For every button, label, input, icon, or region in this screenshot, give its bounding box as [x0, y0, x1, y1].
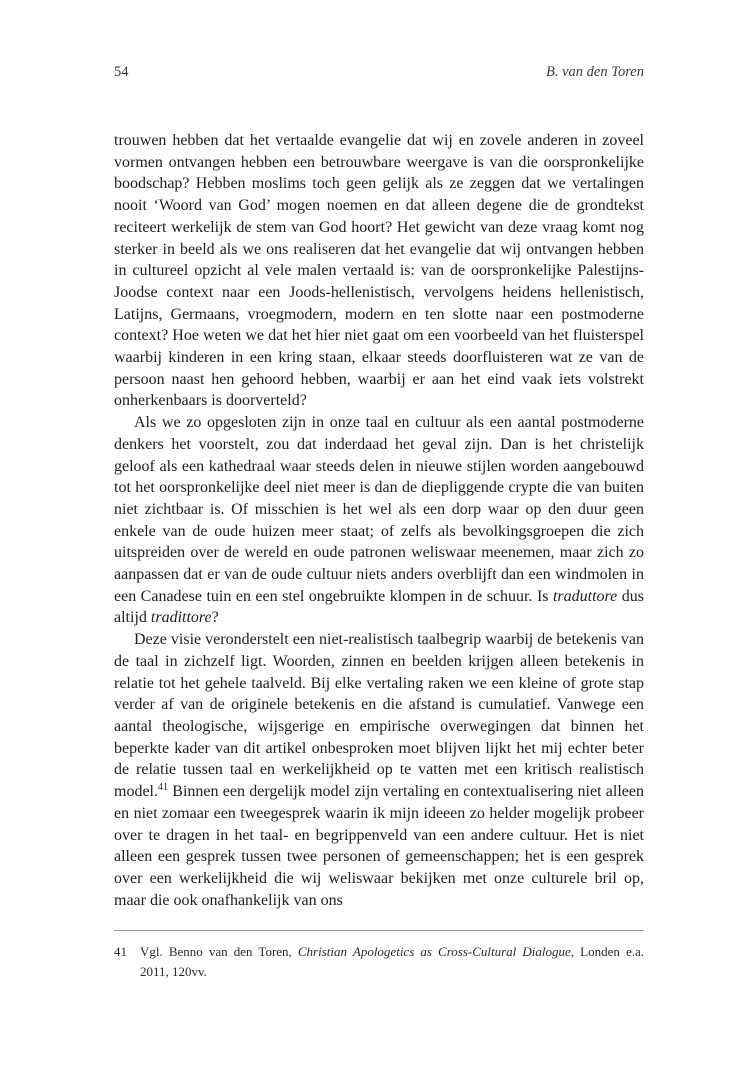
body-text [114, 130, 644, 911]
paragraph-2-text-after: ? [211, 609, 219, 627]
paragraph-2 [114, 412, 644, 629]
footnote [114, 942, 644, 982]
footnote-number: 41 [114, 944, 127, 959]
footnote-text-before: Vgl. Benno van den Toren, [140, 944, 298, 959]
paragraph-1: trouwen hebben dat het vertaalde evangelie dat wij en zovele anderen in zoveel vormen ontvangen hebben een betrouwbare weergave is van die oorspronkelijke boodschap? Hebben moslims toch geen gelijk als ze zeggen dat we vertalingen nooit ‘Woord van God’ mogen noemen en dat alleen degene die de grondtekst reciteert werkelijk de stem van God hoort? Het gewicht van deze vraag komt nog sterker in beeld als we ons realiseren dat het evangelie dat wij ontvangen hebben in cultureel opzicht al vele malen vertaald is: van de oorspronkelijke Palestijns-Joodse context naar een Joods-hellenistisch, vervolgens heidens hellenistisch, Latijns, Germaans, vroegmodern, modern en ten slotte naar een postmoderne context? Hoe weten we dat het hier niet gaat om een voorbeeld van het fluisterspel waarbij kinderen in een kring staan, elkaar steeds doorfluisteren wat ze van de persoon naast hen gehoord hebben, waarbij er aan het eind vaak iets volstrekt onherkenbaars is doorverteld? [114, 132, 644, 410]
running-head: B. van den Toren [545, 64, 644, 80]
paragraph-2-italic-term-1: traduttore [552, 587, 618, 605]
paragraph-3-text-before: Deze visie veronderstelt een niet-realistisch taalbegrip waarbij de betekenis van de taal in zichzelf ligt. Woorden, zinnen en beelden krijgen alleen betekenis in relatie tot het gehele taalveld. Bij elke vertaling raken we een kleine of grote stap verder af van de originele betekenis en die afstand is cumulatief. Vanwege een aantal theologische, wijsgerige en empirische overwegingen dat binnen het beperkte kader van dit artikel onbesproken moet blijven lijkt het mij echter beter de relatie tussen taal en werkelijkheid op te vatten met een kritisch realistisch model. [114, 631, 644, 801]
footnote-text-after: , Londen e.a. 2011, 120vv. [140, 944, 644, 979]
footnote-text [140, 942, 644, 982]
paragraph-3-text-after: Binnen een dergelijk model zijn vertaling en contextualisering niet alleen en niet zomaar een tweegesprek waarin ik mijn ideeen zo helder mogelijk probeer over te dragen in het taal- en begrippenveld van een andere cultuur. Het is niet alleen een gesprek tussen twee personen of gemeenschappen; het is een gesprek over een werkelijkheid die wij weliswaar bekijken met onze culturele bril op, maar die ook onafhankelijk van ons [114, 783, 644, 909]
page-number: 54 [114, 64, 129, 80]
paragraph-2-italic-term-2: tradittore [150, 609, 212, 627]
footnote-reference[interactable]: 41 [158, 782, 168, 794]
footnote-divider [114, 930, 644, 931]
footnote-book-title: Christian Apologetics as Cross-Cultural Dialogue [297, 944, 571, 959]
paragraph-2-text-middle: dus altijd [114, 587, 644, 627]
paragraph-3 [114, 629, 644, 911]
paragraph-2-text-before: Als we zo opgesloten zijn in onze taal en cultuur als een aantal postmoderne denkers het voorstelt, zou dat inderdaad het geval zijn. Dan is het christelijk geloof als een kathedraal waar steeds delen in nieuwe stijlen worden aangebouwd tot het oorspronkelijke deel niet meer is dan de diepliggende crypte die van buiten niet zichtbaar is. Of misschien is het wel als een dorp waar op den duur geen enkele van de oude huizen meer staat; of zelfs als bevolkingsgroepen die zich uitspreiden over de wereld en oude patronen weliswaar meenemen, maar zich zo aanpassen dat er van de oude cultuur niets anders overblijft dan een windmolen in een Canadese tuin en een stel ongebruikte klompen in de schuur. Is [114, 414, 644, 605]
